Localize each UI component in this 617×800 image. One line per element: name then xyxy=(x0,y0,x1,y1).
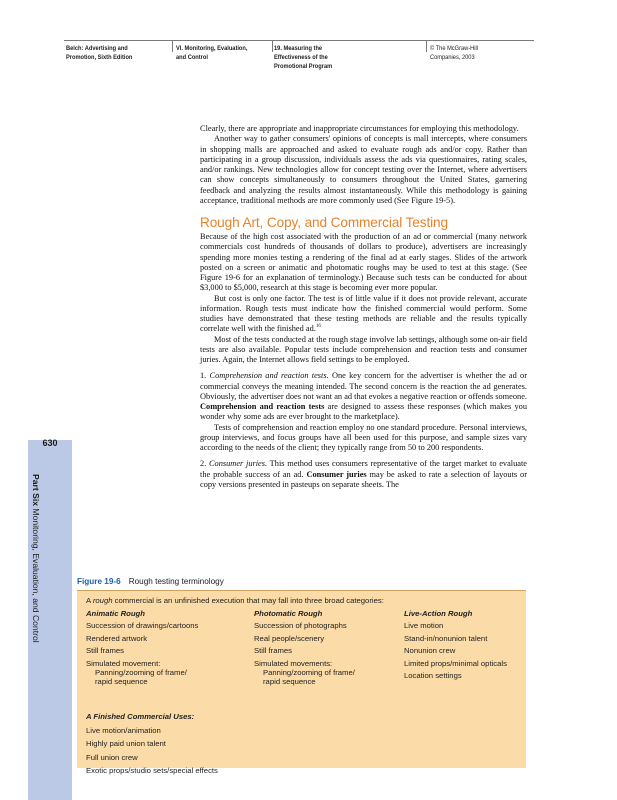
part-label-bold: Part Six xyxy=(31,474,41,507)
list-item: Stand-in/nonunion talent xyxy=(404,633,488,643)
part-label-rest: Monitoring, Evaluation, and Control xyxy=(31,508,41,643)
paragraph: Tests of comprehension and reaction employ no one standard procedure. Personal interviews, group interviews, and focus groups have all been used for this purpose, and sample sizes vary according to the needs of the client; they typically range from 50 to 200 respondents. xyxy=(200,422,527,452)
figure-column-animatic xyxy=(86,609,256,689)
part-label-text xyxy=(31,474,41,643)
list-item xyxy=(200,459,527,490)
header-divider xyxy=(272,40,273,52)
part-label xyxy=(30,474,46,643)
paragraph: Most of the tests conducted at the rough stage involve lab settings, although some on-air field tests are also available. Popular tests include comprehension and reaction tests and consumer juries. Again, the Internet allows field settings to be employed. xyxy=(200,334,527,364)
figure-intro xyxy=(86,596,384,605)
list-item xyxy=(200,371,527,422)
header-line: Promotional Program xyxy=(274,63,333,70)
header-line: Promotion, Sixth Edition xyxy=(66,54,133,61)
list-term: Comprehension and reaction tests. xyxy=(209,371,329,381)
header-line: Belch: Advertising and xyxy=(66,45,128,52)
list-item: Still frames xyxy=(86,646,125,656)
list-term: Consumer juries. xyxy=(208,459,268,469)
key-term: Consumer juries xyxy=(306,469,367,479)
key-term: Comprehension and reaction tests xyxy=(200,402,325,411)
column-heading: Animatic Rough xyxy=(86,609,145,618)
header-copyright xyxy=(430,44,478,62)
figure-intro-term: rough xyxy=(92,596,113,605)
figure-intro-text: A xyxy=(86,596,93,605)
list-item: Real people/scenery xyxy=(254,633,325,643)
list-item: Limited props/minimal opticals xyxy=(404,658,507,668)
header-line: Companies, 2003 xyxy=(430,54,475,61)
list-item: Live motion/animation xyxy=(86,726,161,735)
header-line: 19. Measuring the xyxy=(274,45,323,52)
figure-intro-text: commercial is an unfinished execution that may fall into three broad categories: xyxy=(112,596,384,605)
list-item-sub: Panning/zooming of frame/ xyxy=(95,668,187,678)
list-item: Exotic props/studio sets/special effects xyxy=(86,766,218,776)
header-divider xyxy=(426,40,427,52)
header-line: and Control xyxy=(176,54,208,61)
list-item-main: Simulated movements: xyxy=(254,658,333,668)
figure-column-photomatic xyxy=(254,609,404,689)
list-item-sub: rapid sequence xyxy=(263,677,316,687)
figure-column-live-action xyxy=(404,609,524,684)
figure-number: Figure 19-6 xyxy=(77,577,121,586)
paragraph xyxy=(200,294,527,335)
column-heading: A Finished Commercial Uses: xyxy=(86,712,195,721)
paragraph: Another way to gather consumers' opinions of concepts is mall intercepts, where consumers in shopping malls are approached and asked to evaluate rough ads and/or copy. Rather than participating in a group discussion, individuals assess the ads via questionnaires, rating scales, and/or rankings. New technologies allow for concept testing over the Internet, where advertisers can show concepts simultaneously to consumers throughout the United States, garnering feedback and analyzing the results almost instantaneously. While this methodology is gaining acceptance, traditional methods are more commonly used (See Figure 19-5). xyxy=(200,134,527,205)
list-item: Location settings xyxy=(404,671,462,681)
figure-title: Rough testing terminology xyxy=(128,577,224,586)
list-item: Full union crew xyxy=(86,752,138,762)
paragraph-text: may be asked to rate a selection of layouts or copy versions presented in pasteups on separate sheets. The xyxy=(200,469,527,489)
header-line: © The McGraw-Hill xyxy=(430,45,479,52)
list-item-sub: Panning/zooming of frame/ xyxy=(263,668,355,678)
finished-commercial-list xyxy=(86,712,218,780)
header-chapter-title xyxy=(274,44,332,71)
list-item: Succession of drawings/cartoons xyxy=(86,621,199,630)
list-item: Rendered artwork xyxy=(86,633,148,643)
running-header xyxy=(64,40,534,82)
column-heading: Live-Action Rough xyxy=(404,609,473,618)
list-item: Highly paid union talent xyxy=(86,739,166,749)
paragraph-text: One key concern for the advertiser is whether the ad or commercial conveys the meaning intended. The second concern is the reaction the ad generates. Obviously, the advertiser does not want an ad that evokes a negative reaction or offends someone. xyxy=(200,371,527,401)
section-heading: Rough Art, Copy, and Commercial Testing xyxy=(200,215,448,230)
paragraph-text: But cost is only one factor. The test is of little value if it does not provide relevant, accurate information. Rough tests must indicate how the finished commercial would perform. Some studies have demonstrated that these testing methods are reliable and the results typically correlate well with the finished ad. xyxy=(200,293,527,334)
page-number: 630 xyxy=(42,438,58,448)
list-number: 1. xyxy=(200,371,207,381)
list-item xyxy=(86,659,256,687)
paragraph-text: are designed to assess these responses (which makes you wonder why some ads are ever brought to the marketplace). xyxy=(200,402,527,422)
list-item: Nonunion crew xyxy=(404,646,456,656)
list-number: 2. xyxy=(200,459,207,469)
list-item-sub: rapid sequence xyxy=(95,677,148,687)
header-part-title xyxy=(176,44,247,62)
header-divider xyxy=(172,40,173,52)
header-rule xyxy=(64,40,534,41)
footnote-ref: 16 xyxy=(315,324,321,330)
list-item-main: Simulated movement: xyxy=(86,658,161,668)
paragraph-text: This method uses consumers representative of the target market to evaluate the probable success of an ad. xyxy=(200,459,527,479)
figure-caption xyxy=(77,577,224,586)
body-text xyxy=(200,124,527,490)
figure-box xyxy=(77,590,526,776)
paragraph: Clearly, there are appropriate and inappropriate circumstances for employing this methodology. xyxy=(200,124,519,133)
list-item xyxy=(254,659,404,687)
header-line: Effectiveness of the xyxy=(274,54,328,61)
list-item: Live motion xyxy=(404,621,444,630)
paragraph: Because of the high cost associated with the production of an ad or commercial (many network commercials cost hundreds of thousands of dollars to produce), advertisers are increasingly spending more monies testing a rendering of the final ad at early stages. Slides of the artwork posted on a screen or animatic and photomatic roughs may be used to test at this stage. (See Figure 19-6 for an explanation of terminology.) Because such tests can be conducted for about $3,000 to $5,000, research at this stage is becoming ever more popular. xyxy=(200,232,527,293)
list-item: Succession of photographs xyxy=(254,621,347,630)
header-line: VI. Monitoring, Evaluation, xyxy=(176,45,248,52)
list-item: Still frames xyxy=(254,646,293,656)
column-heading: Photomatic Rough xyxy=(254,609,323,618)
header-book-title xyxy=(66,44,132,62)
